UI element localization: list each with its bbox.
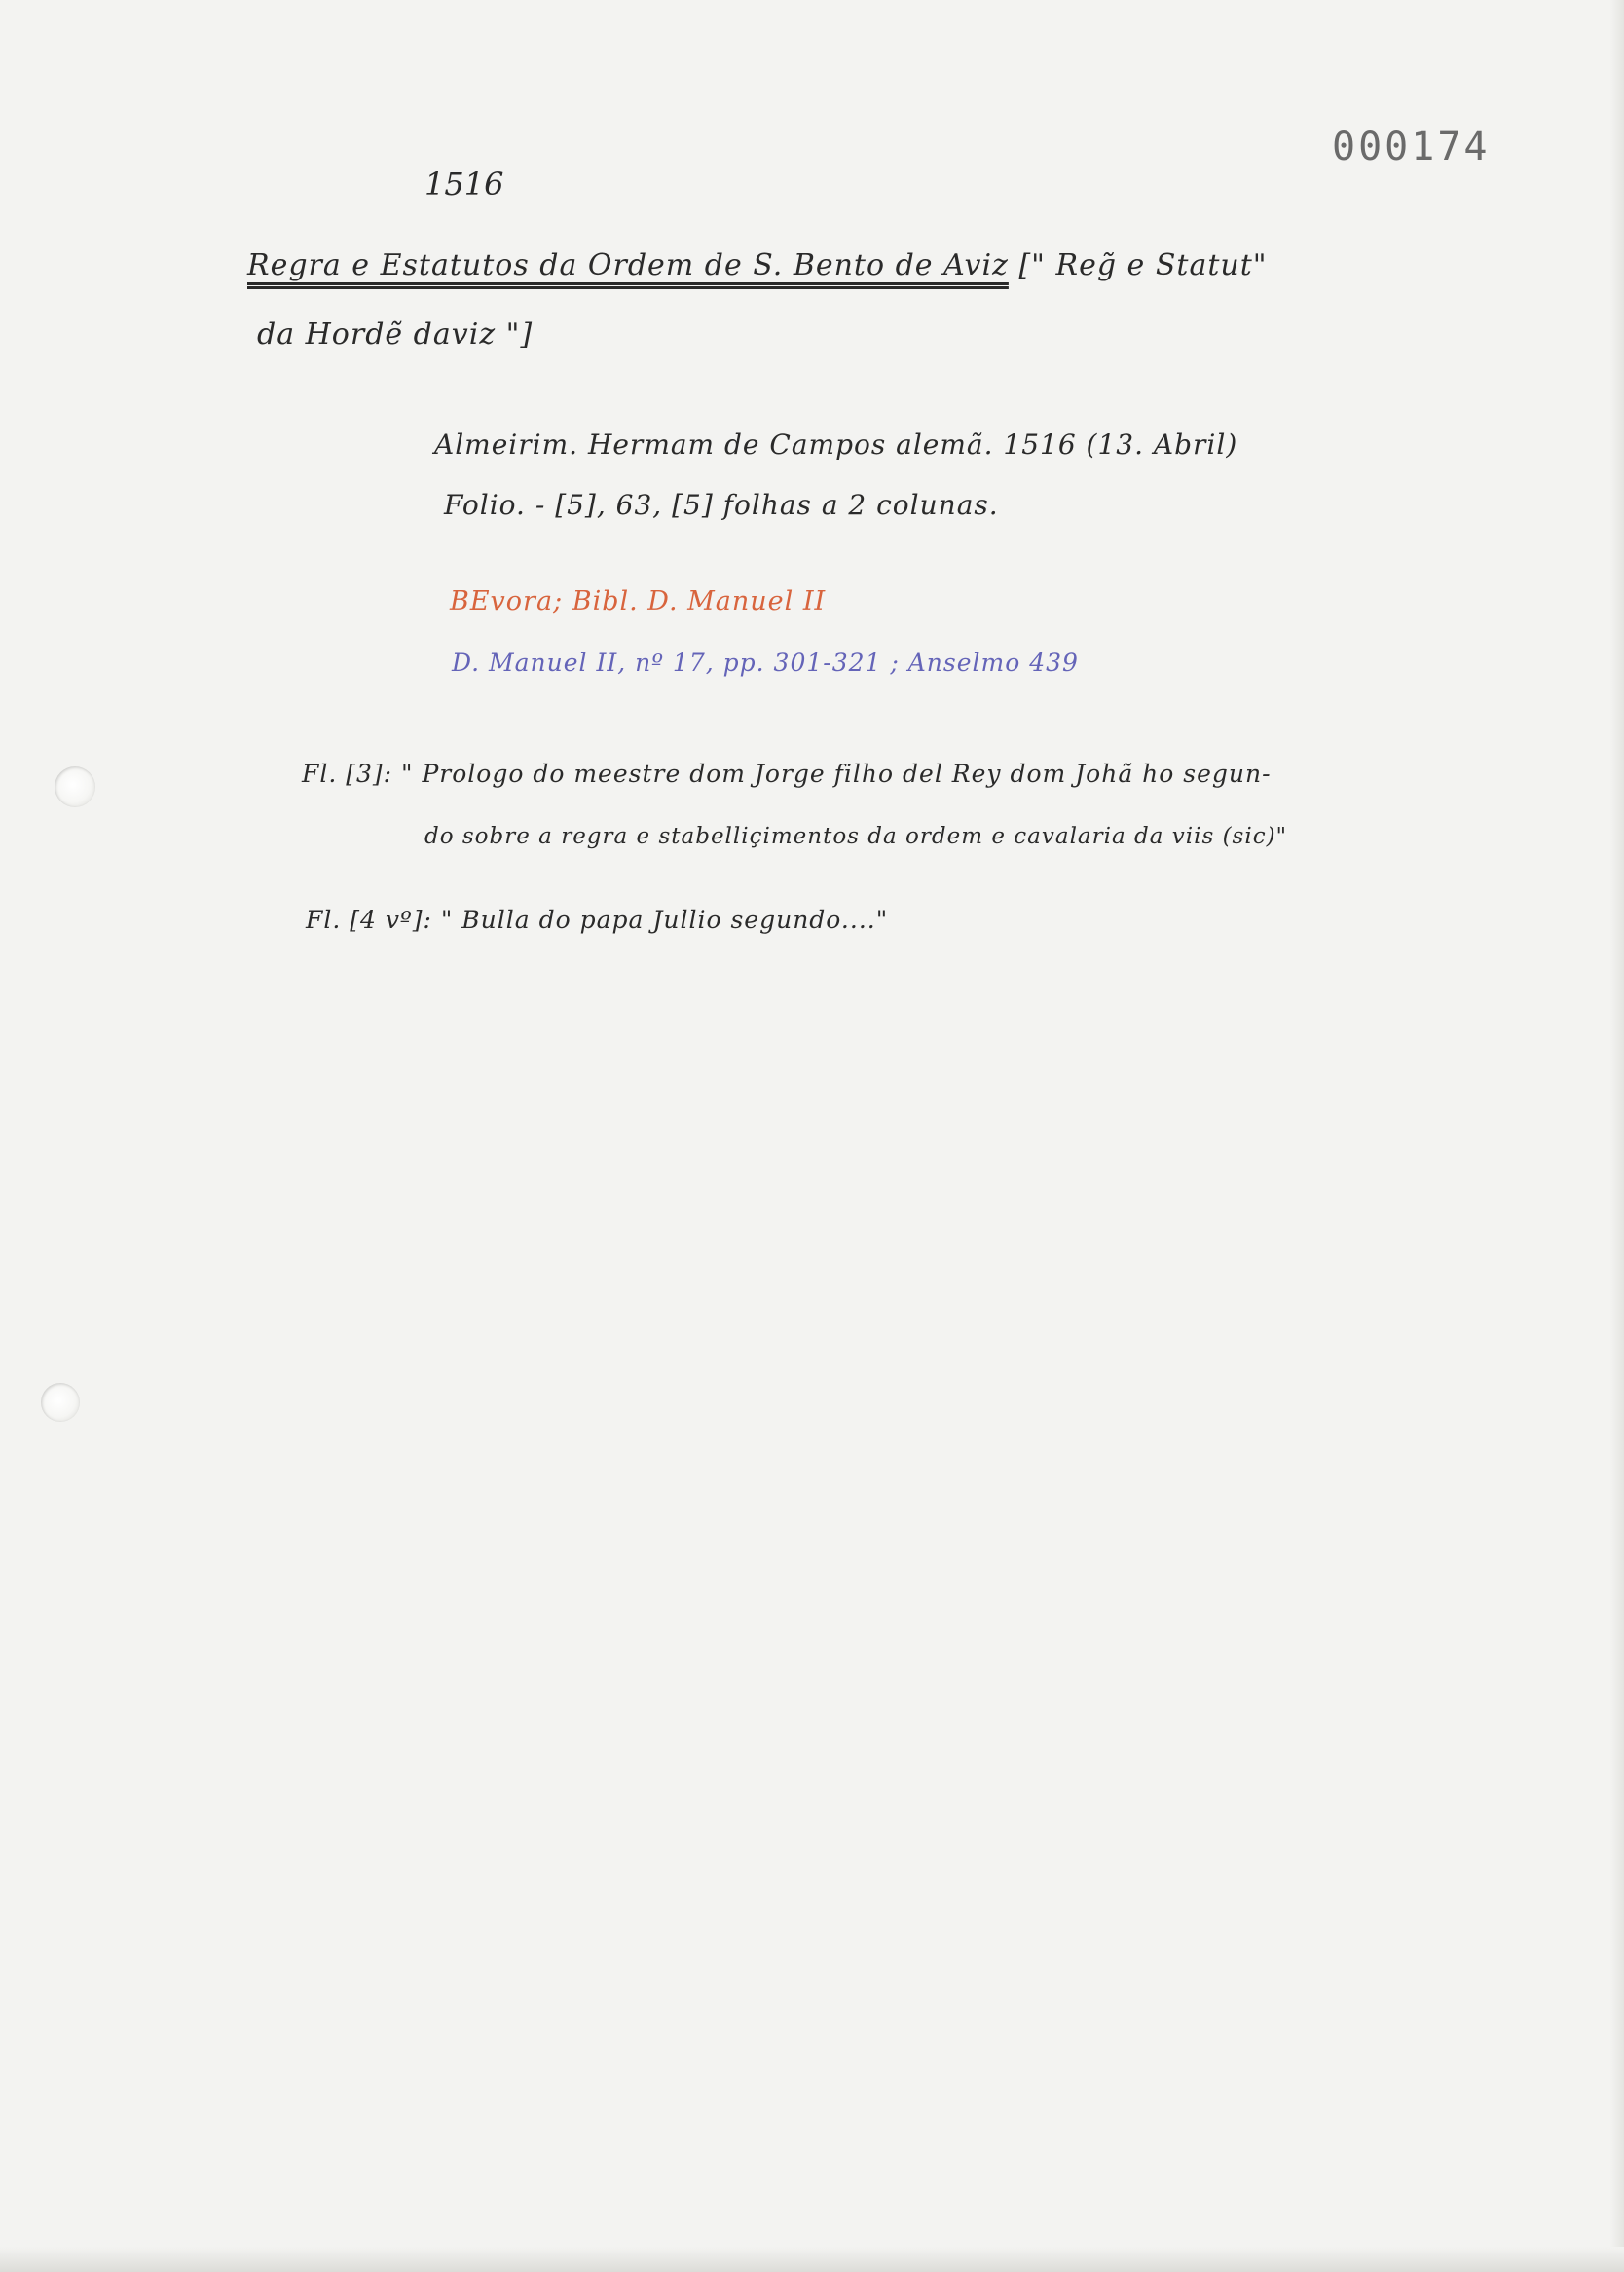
punch-hole-bottom <box>41 1383 80 1422</box>
note-1-line-1: Fl. [3]: " Prologo do meestre dom Jorge filho del Rey dom Johã ho segun- <box>302 760 1272 788</box>
punch-hole-top <box>55 766 95 807</box>
note-2: Fl. [4 vº]: " Bulla do papa Jullio segundo...." <box>306 906 889 934</box>
title-line-1 <box>247 248 1268 282</box>
title-main: Regra e Estatutos da Ordem de S. Bento de Aviz <box>247 248 1009 282</box>
imprint-line-1: Almeirim. Hermam de Campos alemã. 1516 (13. Abril) <box>434 428 1238 461</box>
location-line-2: D. Manuel II, nº 17, pp. 301-321 ; Anselmo 439 <box>452 649 1079 677</box>
page-edge-right <box>1610 0 1624 2272</box>
original-title-part1: [" Reg̃ e Statut" <box>1018 248 1268 282</box>
note-1-line-2: do sobre a regra e stabelliçimentos da ordem e cavalaria da viis (sic)" <box>424 824 1288 849</box>
year-heading: 1516 <box>424 166 504 203</box>
page-edge-bottom <box>0 2247 1624 2272</box>
location-line-1: BEvora; Bibl. D. Manuel II <box>450 586 827 616</box>
imprint-line-2: Folio. - [5], 63, [5] folhas a 2 colunas. <box>444 489 999 521</box>
stamp-number: 000174 <box>1332 125 1491 169</box>
original-title-part2: da Hordẽ daviz "] <box>257 317 534 352</box>
